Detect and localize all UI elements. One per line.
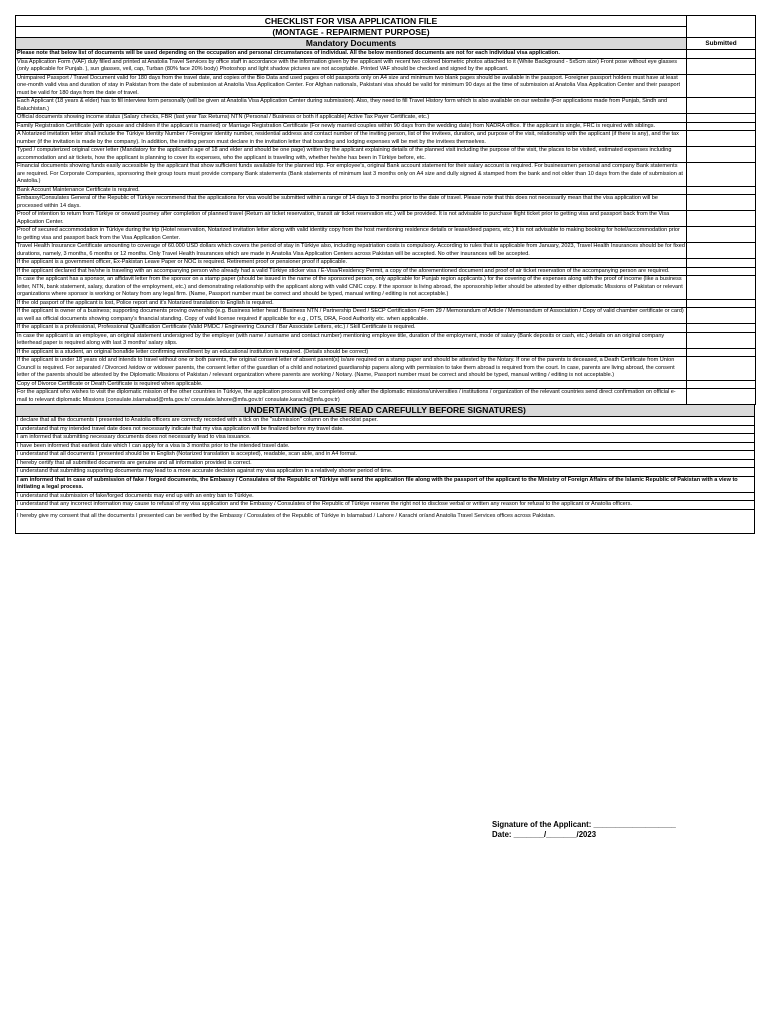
checklist-item-text: Each Applicant (18 years & elder) has to fill interview form personally (will be given at Anatolia Visa Application Center during submission). Also, they need to fill Travel History form which is also available on our website (For applications made from Punjab, Sindh and Baluchistan.) — [16, 98, 687, 114]
submitted-checkbox-cell[interactable] — [687, 147, 756, 163]
checklist-row — [16, 131, 756, 147]
undertaking-row — [16, 509, 755, 533]
submitted-checkbox-cell[interactable] — [687, 186, 756, 195]
checklist-item-text: Travel Health Insurance Certificate amounting to coverage of 60.000 USD dollars which covers the period of stay in Türkiye also, including repatriation costs is compulsory. According to rules that is applicable from January, 2023, Travel Health Insurances should be for fixed durations, namely, 3 months, 6 months or 12 months. Only Travel Health Insurances which are made in Anatolia Visa Application Centers across Pakistan will be accepted. No other insurances will be accepted. — [17, 243, 685, 257]
submitted-checkbox-cell[interactable] — [687, 131, 756, 147]
checklist-item-text: Typed / computerized original cover letter (Mandatory for the applicant's age of 18 and elder and should be one page) written by the applicant explaining details of the planned visit including the purpose of the visit, the places to be visited, estimated expenses including accommodation and air tickets, how the applicant is planning to cover its expenses, who the applicant is traveling with, whether he/she has been in Türkiye before, etc. — [16, 147, 687, 163]
undertaking-item-text: I hereby certify that all submitted documents are genuine and all information provided is correct. — [16, 459, 755, 468]
applicant-signature-line: Signature of the Applicant: ___________________ — [492, 820, 676, 829]
checklist-row — [16, 147, 756, 163]
submitted-checkbox-cell[interactable] — [687, 74, 756, 98]
checklist-row — [16, 114, 756, 123]
submitted-checkbox-cell[interactable] — [687, 324, 756, 333]
undertaking-table — [15, 404, 755, 534]
submitted-checkbox-cell[interactable] — [687, 227, 756, 243]
submitted-checkbox-cell[interactable] — [687, 195, 756, 211]
undertaking-row — [16, 476, 755, 492]
checklist-item-text: Copy of Divorce Certificate or Death Certificate is required when applicable. — [16, 380, 687, 389]
undertaking-row — [16, 434, 755, 443]
checklist-row — [16, 276, 756, 300]
submitted-checkbox-cell[interactable] — [687, 163, 756, 187]
signature-date-line: Date: _______/_______/2023 — [492, 830, 597, 839]
checklist-item-text: Family Registration Certificate (with spouse and children if the applicant is married) or Marriage Registration Certificate (For newly married couples within 90 days from the wedding date) from NADRA office. If the applicant is single, FRC is required with siblings. — [16, 122, 687, 131]
submitted-checkbox-cell[interactable] — [687, 114, 756, 123]
undertaking-item-text: I understand that all documents I presented should be in English (Notarized translation is accepted), readable, scan able, and in A4 format. — [16, 451, 755, 460]
submitted-checkbox-cell[interactable] — [687, 259, 756, 268]
checklist-item-text: Embassy/Consulates General of the Republic of Türkiye recommend that the applications for visa would be submitted within a range of 14 days to 3 months prior to the date of travel. Please note that this does not necessarily mean that the visa application will be processed within 14 days. — [16, 195, 687, 211]
submitted-checkbox-cell[interactable] — [687, 58, 756, 74]
checklist-item-text: In case the applicant is an employee, an original statement undersigned by the employer (with name / surname and contact number) mentioning employee title, duration of the employment, mode of salary (Bank deposits or cash, etc.) details on an original company letterhead paper is required along with last 3 months' salary slips. — [16, 332, 687, 348]
undertaking-item-text: I understand that any incorrect information may cause to refusal of my visa application and the Embassy / Consulates of the Republic of Türkiye reserve the right not to disclose verbal or written any reason for refusal to the applicant or Anatolia officers. — [16, 501, 755, 510]
undertaking-row — [16, 417, 755, 426]
submitted-checkbox-cell[interactable] — [687, 50, 756, 59]
checklist-item-text: Official documents showing income status (Salary checks, FBR (last year Tax Returns) NTN (Personal / Business or both if applicable) Active Tax Payer Certificate, etc.) — [16, 114, 687, 123]
submitted-spacer — [687, 16, 756, 27]
checklist-item-text: In case the applicant has a sponsor, an affidavit letter from the sponsor on a stamp paper (should be issued in the name of the sponsored person, only applicable for Punjab region applicants.) for the covering of the expenses along with the proof of income (like a business letter, NTN, bank statement, salary, duration of the employment, etc.) and demonstrating relationship with the applicant along with valid CNIC copy. If the sponsor is living abroad, the sponsorship letter should be attested by either diplomatic Missions of Pakistan or relevant organizations where sponsor is working or Notary from any legal firm. (Name, Passport number must be correct and should be typed, manual writing / editing is not acceptable.) — [16, 276, 687, 300]
mandatory-documents-heading: Mandatory Documents — [16, 38, 687, 50]
undertaking-row — [16, 501, 755, 510]
submitted-checkbox-cell[interactable] — [687, 267, 756, 276]
signature-block — [492, 820, 676, 840]
undertaking-item-text: I am informed that submitting necessary documents does not necessarily lead to visa issuance. — [16, 434, 755, 443]
checklist-item-text: A Notarized invitation letter shall include the Türkiye Identity Number / Foreigner identity number, residential address and contact number of the inviting person, list of the invitees, duration, and purpose of the visit, relationship with the applicant (if there is any), and the tax number (if the invitation is made by the company). In addition, the inviting person must declare in the invitation letter that boarding and lodging expenses will be met by the invitees themselves. — [16, 131, 687, 147]
checklist-row — [16, 357, 756, 381]
checklist-item-text: Financial documents showing funds easily accessible by the applicant that show sufficient funds available for the planned trip. For employee's, original Bank account statement for their salary account is required. For businessmen personal and company Bank statements are required. For Corporate Companies, sponsoring their group tours must provide company Bank statements (Bank statements of minimum last 3 months only on A4 size and dully signed & stamped from the bank and not older than 10 days from the date of submission at Anatolia.) — [16, 163, 687, 187]
undertaking-row — [16, 451, 755, 460]
checklist-item-text: Bank Account Maintenance Certificate is required. — [16, 186, 687, 195]
checklist-row — [16, 389, 756, 405]
submitted-checkbox-cell[interactable] — [687, 299, 756, 308]
checklist-row — [16, 259, 756, 268]
checklist-item-text: If the applicant is a government officer, Ex-Pakistan Leave Paper or NOC is required. Retirement proof or pensioner proof if applicable. — [16, 259, 687, 268]
checklist-item-text: If the applicant is a student, an original bonafide letter confirming enrollment by an educational institution is required. (Details should be correct) — [16, 348, 687, 357]
checklist-row — [16, 324, 756, 333]
submitted-checkbox-cell[interactable] — [687, 243, 756, 259]
checklist-row — [16, 227, 756, 243]
submitted-checkbox-cell[interactable] — [687, 357, 756, 381]
checklist-table — [15, 15, 756, 405]
title-line-2: (MONTAGE - REPAIRMENT PURPOSE) — [16, 27, 687, 38]
checklist-row — [16, 50, 756, 59]
submitted-column-header: Submitted — [687, 38, 756, 50]
checklist-row — [16, 308, 756, 324]
checklist-row — [16, 211, 756, 227]
undertaking-row — [16, 425, 755, 434]
checklist-row — [16, 186, 756, 195]
checklist-row — [16, 267, 756, 276]
submitted-checkbox-cell[interactable] — [687, 332, 756, 348]
undertaking-row — [16, 442, 755, 451]
checklist-item-text: Proof of secured accommodation in Türkiye during the trip (Hotel reservation, Notarized invitation letter along with valid identity copy from the host mentioning residence details or lease/deed papers, etc.) It is not advisable to making booking for hotel/accommodation prior to getting visa and passport back from the Visa Application Center. — [16, 227, 687, 243]
checklist-body — [16, 16, 756, 405]
title-line-1: CHECKLIST FOR VISA APPLICATION FILE — [16, 16, 687, 27]
undertaking-row — [16, 492, 755, 501]
undertaking-item-text: I understand that submission of fake/forged documents may end up with an entry ban to Türkiye. — [16, 492, 755, 501]
checklist-item-text: If the old pasport of the applicant is lost, Police report and it's Notarized translation to English is required. — [16, 299, 687, 308]
checklist-item-text: If the applicant is a professional, Professional Qualification Certificate (Valid PMDC / Engineering Council / Bar Associate Letters, etc.) / Skill Certificate is required. — [16, 324, 687, 333]
checklist-row — [16, 163, 756, 187]
checklist-row — [16, 98, 756, 114]
undertaking-heading: UNDERTAKING (PLEASE READ CAREFULLY BEFORE SIGNATURES) — [16, 405, 755, 417]
submitted-checkbox-cell[interactable] — [687, 122, 756, 131]
submitted-spacer — [687, 27, 756, 38]
undertaking-item-text: I have been informed that earliest date which I can apply for a visa is 3 months prior to the intended travel date. — [16, 442, 755, 451]
undertaking-item-text: I understand that submitting supporting documents may lead to a more accurate decision against my visa application in a relatively shorter period of time. — [16, 468, 755, 477]
submitted-checkbox-cell[interactable] — [687, 211, 756, 227]
checklist-row — [16, 122, 756, 131]
checklist-row — [16, 348, 756, 357]
checklist-row — [16, 74, 756, 98]
checklist-item-text: If the applicant is under 18 years old and intends to travel without one or both parents, the original consent letter of absent parent(s) is/are required on a stamp paper and should be attested by the Notary. If one of the parents is deceased, a Death Certificate from Union Council is required. For separated / Divorced /widow or widower parents, the consent letter of the guardian of a child and notarized guardianship papers along with permission to take them abroad is required from the court. In case, parents are living abroad, the consent letter of the parents should be attested by the Diplomatic Missions of Pakistan / relevant organization where parents are working / Notary. (Name, Passport number must be correct and should be typed, manual writing / editing is not acceptable.) — [16, 357, 687, 381]
checklist-item-text: Proof of intention to return from Türkiye or onward journey after completion of planned travel (Return air ticket reservation, transit air ticket reservation etc.) will be provided. It is not advisable to purchase flight ticket prior to getting visa and passport back from the Visa Application Center. — [16, 211, 687, 227]
checklist-item-text: Unimpaired Passport / Travel Document valid for 180 days from the travel date, and copies of the Bio Data and used pages of old passports only on A4 size and minimum two blank pages should be available in the passport. Foreigner passport holders must have at least one-month valid visa and duration of stay in Pakistan from the date of submission at Anatolia Visa Application Center. For Afghan nationals, Pakistani visa should be valid for minimum 90 days at the time of submission at Anatolia Visa Application Center and their passport must be valid for 180 days from the date of travel. — [16, 74, 687, 98]
checklist-row — [16, 195, 756, 211]
undertaking-item-text: I declare that all the documents I presented to Anatolia officers are correctly recorded with a tick on the "submission" column on the checklist paper. — [16, 417, 755, 426]
submitted-checkbox-cell[interactable] — [687, 380, 756, 389]
checklist-item-text: Visa Application Form (VAF) duly filled and printed at Anatolia Travel Services by office staff in accordance with the information given by the applicant with recent two colored biometric photos attached to it (White Background - 5x5cm size) Front pose without eye glasses (only applicable for Punjab. ), sun glasses, veil, cap, Turban (80% face 20% body) Photoshop and light shadow pictures are not acceptable. Printed VAF should be checked and signed by the applicant. — [16, 58, 687, 74]
checklist-item-text: For the applicant who wishes to visit the diplomatic mission of the other countries in Türkiye, the application process will be completed only after the diplomatic missions/universities / institutions / organization of the relevant countries send direct confirmation on official e-mail to relevant diplomatic Missions (consulate.islamabad@mfa.gov.tr/ consulate.lahore@mfa.gov.tr/ consulate.karachi@mfa.gov.tr) — [16, 389, 687, 405]
checklist-row — [16, 332, 756, 348]
submitted-checkbox-cell[interactable] — [687, 308, 756, 324]
undertaking-item-text: I am informed that in case of submission of fake / forged documents, the Embassy / Consulates of the Republic of Türkiye will send the application file along with the passport of the applicant to the Ministry of Foreign Affairs of the Islamic Republic of Pakistan with a view to initiating a legal process. — [16, 476, 755, 492]
undertaking-row — [16, 459, 755, 468]
submitted-checkbox-cell[interactable] — [687, 276, 756, 300]
undertaking-body — [16, 405, 755, 534]
checklist-row — [16, 58, 756, 74]
submitted-checkbox-cell[interactable] — [687, 348, 756, 357]
undertaking-item-text: I hereby give my consent that all the documents I presented can be verified by the Embassy / Consulates of the Republic of Türkiye in Islamabad / Lahore / Karachi or/and Anatolia Travel Services offices across Pakistan. — [16, 509, 755, 533]
checklist-row — [16, 380, 756, 389]
undertaking-item-text: I understand that my intended travel date does not necessarily indicate that my visa application will be finalized before my travel date. — [16, 425, 755, 434]
checklist-row — [16, 299, 756, 308]
submitted-checkbox-cell[interactable] — [687, 98, 756, 114]
checklist-item-text: Please note that below list of documents will be used depending on the occupation and personal circumstances of individual. All the below mentioned documents are not for each individual visa application. — [16, 50, 687, 59]
checklist-row — [16, 243, 756, 259]
submitted-checkbox-cell[interactable] — [687, 389, 756, 405]
checklist-item-text: If the applicant is owner of a business; supporting documents proving ownership (e.g. Business letter head / Business NTN / Partnership Deed / SECP Certification / Form 29 / Memorandum of Article / Memorandum of Association / Copy of valid chamber certificate or card) as well as official documents showing company's financial standing. Copy of valid license required if applicable for e.g , DTS, DRA, Food Authority etc. when applicable. — [16, 308, 687, 324]
checklist-sheet — [15, 15, 755, 534]
undertaking-row — [16, 468, 755, 477]
checklist-item-text: If the applicant declared that he/she is traveling with an accompanying person who already had a valid Türkiye sticker visa / E-Visa/Residency Permit, a copy of the aforementioned document and proof of air ticket reservation of the accompanying person are required. — [16, 267, 687, 276]
